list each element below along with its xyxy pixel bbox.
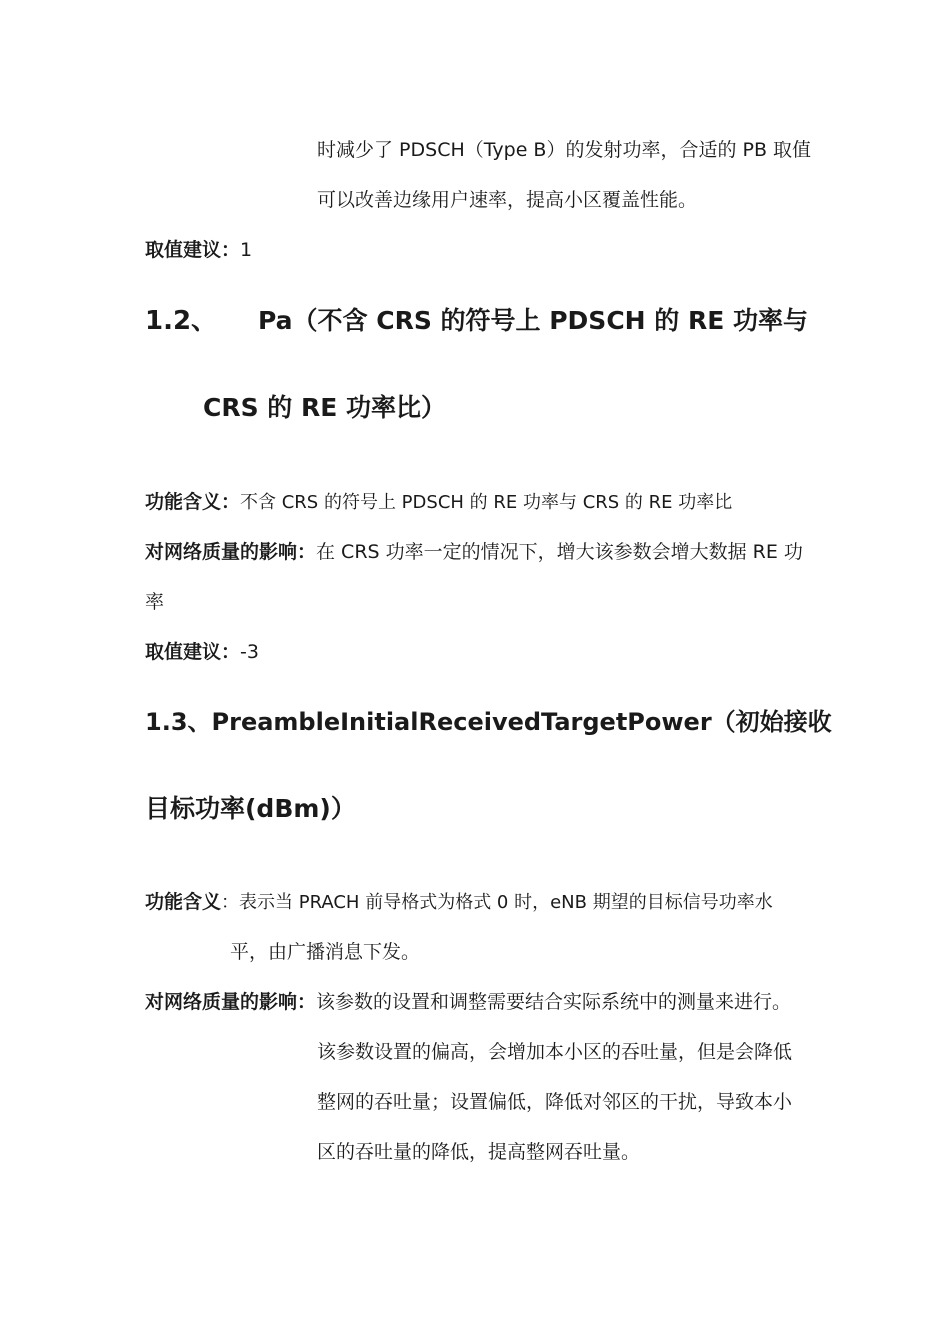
suggestion-row — [145, 640, 259, 664]
suggestion-label: 取值建议： — [145, 239, 241, 261]
impact-row — [145, 990, 791, 1014]
section-heading-line: CRS 的 RE 功率比） — [203, 393, 447, 422]
impact-text: 在 CRS 功率一定的情况下，增大该参数会增大数据 RE 功 — [316, 541, 803, 563]
impact-text-line: 整网的吞吐量；设置偏低，降低对邻区的干扰，导致本小 — [317, 1091, 793, 1113]
meaning-text-line: 平，由广播消息下发。 — [230, 941, 421, 963]
impact-text-line: 区的吞吐量的降低，提高整网吞吐量。 — [317, 1141, 641, 1163]
suggestion-value: -3 — [240, 641, 259, 663]
suggestion-label: 取值建议： — [145, 641, 241, 663]
meaning-label: 功能含义 — [145, 891, 222, 913]
section-heading-line: 1.3、PreambleInitialReceivedTargetPower（初始接收 — [145, 708, 832, 736]
suggestion-value: 1 — [240, 239, 253, 261]
impact-text-line: 率 — [145, 591, 165, 613]
paragraph-line: 可以改善边缘用户速率，提高小区覆盖性能。 — [317, 189, 698, 211]
meaning-row — [145, 490, 732, 515]
meaning-row — [145, 890, 773, 915]
impact-row — [145, 540, 803, 564]
impact-text-line: 该参数设置的偏高，会增加本小区的吞吐量，但是会降低 — [317, 1041, 793, 1063]
section-heading-line: Pa（不含 CRS 的符号上 PDSCH 的 RE 功率与 — [258, 306, 809, 335]
section-number: 1.2、 — [145, 306, 218, 336]
suggestion-row — [145, 238, 252, 262]
meaning-text: 不含 CRS 的符号上 PDSCH 的 RE 功率与 CRS 的 RE 功率比 — [240, 492, 733, 513]
impact-label: 对网络质量的影响： — [145, 541, 317, 563]
impact-label: 对网络质量的影响： — [145, 991, 317, 1013]
meaning-text: ：表示当 PRACH 前导格式为格式 0 时，eNB 期望的目标信号功率水 — [221, 892, 773, 913]
section-heading-line: 目标功率(dBm)） — [145, 794, 356, 823]
impact-text: 该参数的设置和调整需要结合实际系统中的测量来进行。 — [316, 991, 792, 1013]
paragraph-line: 时减少了 PDSCH（Type B）的发射功率，合适的 PB 取值 — [317, 139, 812, 161]
meaning-label: 功能含义： — [145, 491, 241, 513]
